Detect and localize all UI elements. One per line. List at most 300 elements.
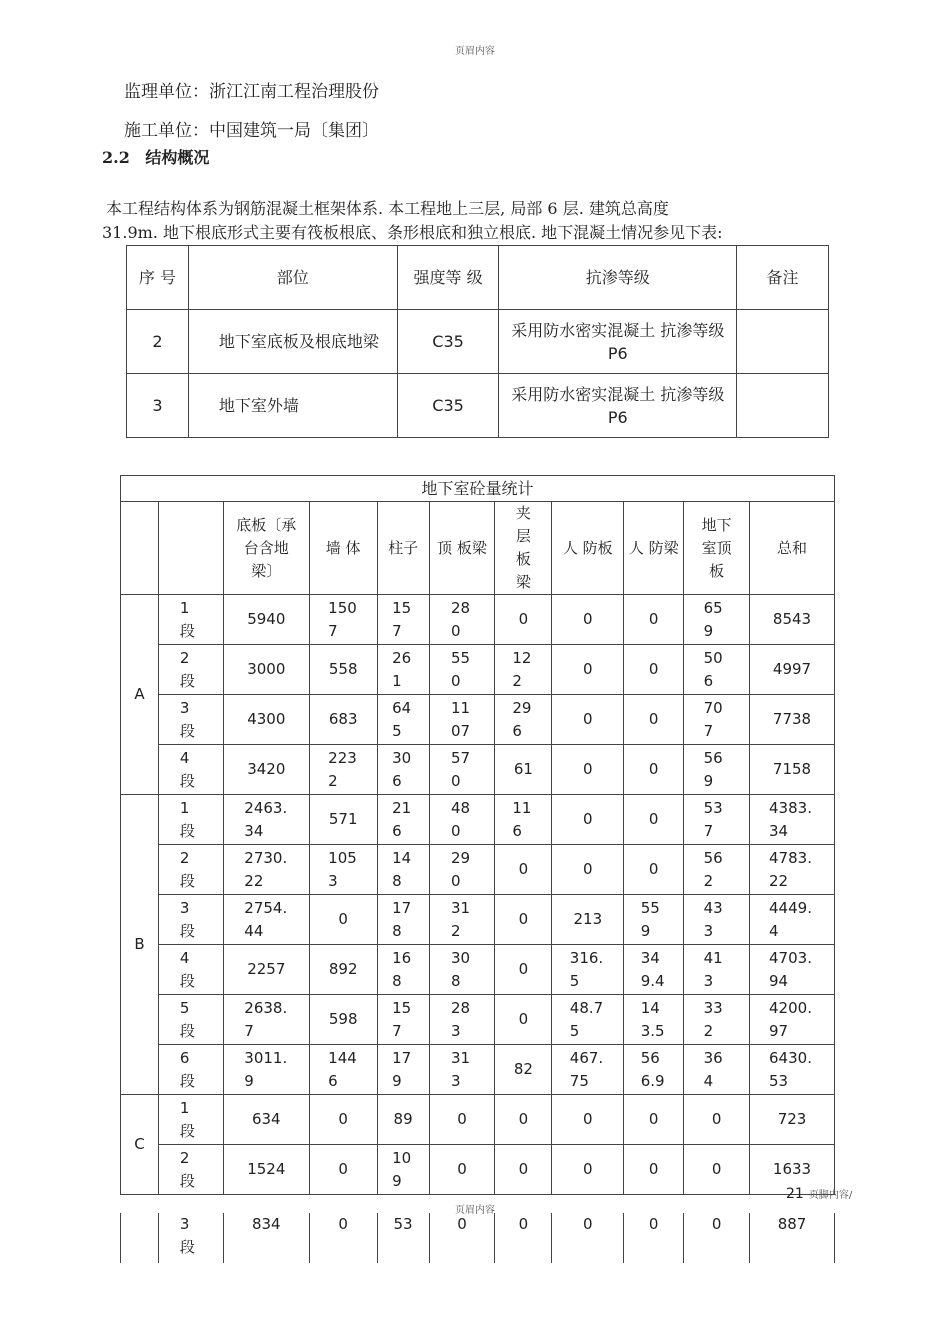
table2-cell-text: 6430.53: [769, 1048, 812, 1090]
table2-cell-text: 1段: [179, 598, 195, 640]
table2-cell: [495, 895, 552, 945]
table2-cell: [429, 645, 495, 695]
table2-cell: [552, 845, 624, 895]
table2-cell-text: 312: [450, 898, 471, 940]
table2-cell-text: 834: [251, 1215, 281, 1233]
table2-cell: [495, 845, 552, 895]
table1-header-cell: 序 号: [127, 246, 189, 310]
table2-cell-text: 157: [392, 998, 412, 1040]
table2-cell-text: 143.5: [640, 998, 665, 1040]
table2-cell-text: 2463.34: [244, 798, 288, 840]
table2-cell-text: 570: [450, 748, 471, 790]
table2-header-text: 底板〔承台含地梁〕: [236, 515, 297, 580]
table2-cell: [429, 695, 495, 745]
table1-cell: 采用防水密实混凝土 抗渗等级 P6: [499, 374, 737, 438]
table2-cell: [624, 695, 684, 745]
table2-cell-text: 0: [518, 610, 529, 628]
table1-header-cell: 抗渗等级: [499, 246, 737, 310]
table2-header-text: 夹层板梁: [515, 504, 531, 591]
table2-cell: [552, 645, 624, 695]
table2-row: [121, 995, 835, 1045]
table2-cell-text: 5段: [179, 998, 195, 1040]
table2-header-text: 地下室顶板: [701, 515, 732, 580]
table2-cell: [495, 795, 552, 845]
supervisor-line: 监理单位：浙江江南工程治理股份: [124, 82, 379, 102]
table2-cell-text: 4383.34: [769, 798, 812, 840]
table2-cell: [429, 795, 495, 845]
table2-cell-text: 116: [512, 798, 532, 840]
table2-cell: [495, 695, 552, 745]
table2-cell-text: 82: [513, 1060, 533, 1078]
table2-cell: [377, 1145, 429, 1195]
table2-cell: [309, 845, 377, 895]
table2-row-continued: [121, 1213, 835, 1263]
table2-cell-text: 157: [392, 598, 412, 640]
table2-cell: [158, 995, 223, 1045]
table2-cell: [377, 595, 429, 645]
table1-cell: [737, 374, 829, 438]
table2-cell-text: 349.4: [640, 948, 665, 990]
table2-cell-text: 313: [450, 1048, 471, 1090]
table2-cell: [684, 945, 750, 995]
table2-cell: [495, 645, 552, 695]
table2-cell: [684, 695, 750, 745]
table2-cell: [309, 1145, 377, 1195]
table2-cell-text: 48.75: [569, 998, 604, 1040]
table2-row: [121, 895, 835, 945]
table2-cell: [750, 995, 835, 1045]
table2-cell: [429, 1045, 495, 1095]
table2-cell: [377, 995, 429, 1045]
table2-cell: [684, 895, 750, 945]
table2-cell-text: 168: [392, 948, 412, 990]
table2-cell-text: 562: [703, 848, 723, 890]
table2-row: [121, 845, 835, 895]
table2-cell-text: 0: [583, 660, 593, 678]
table2-cell: [684, 845, 750, 895]
table2-cell-text: 148: [392, 848, 412, 890]
table2-cell-text: 0: [583, 860, 593, 878]
table2-cell: [223, 1095, 309, 1145]
table2-cell-text: 1633: [772, 1160, 812, 1178]
table2-cell: [309, 795, 377, 845]
table2-cell: [624, 895, 684, 945]
table2-cell: [552, 745, 624, 795]
table2-cell: [750, 745, 835, 795]
table2-cell-text: 213: [573, 910, 603, 928]
table2-cell: [223, 695, 309, 745]
section-title: 结构概况: [145, 148, 210, 167]
table2-cell: [429, 895, 495, 945]
table2-cell: [552, 1145, 624, 1195]
table2-cell-text: 1524: [247, 1160, 286, 1178]
page-header: 页眉内容: [455, 46, 495, 57]
table2-cell-text: 707: [703, 698, 723, 740]
table2-row: [121, 595, 835, 645]
table2-cell-text: 645: [392, 698, 412, 740]
table2-cell: [750, 1213, 835, 1263]
table2-cell-text: 7158: [772, 760, 812, 778]
table2-cell-text: 4997: [772, 660, 812, 678]
next-page-header: 页眉内容: [455, 1205, 495, 1216]
table2-cell-text: 0: [583, 710, 593, 728]
section-number: 2.2: [102, 148, 130, 167]
table2-cell-text: 364: [703, 1048, 723, 1090]
table2-cell: [223, 945, 309, 995]
table2-cell: [158, 1095, 223, 1145]
table2-cell: [684, 595, 750, 645]
table2-cell: [429, 995, 495, 1045]
table2-cell: [223, 845, 309, 895]
table2-row: [121, 745, 835, 795]
table2-cell-text: 0: [518, 1110, 529, 1128]
table2-cell: [309, 745, 377, 795]
table2-cell: [750, 895, 835, 945]
table2-header-cell: [377, 502, 429, 595]
table2-cell-text: 506: [703, 648, 723, 690]
table2-header-cell: [121, 502, 159, 595]
table2-row: [121, 795, 835, 845]
table2-cell: [624, 1045, 684, 1095]
table2-cell-text: 3420: [247, 760, 286, 778]
table2-cell: [158, 695, 223, 745]
table2-cell: [552, 945, 624, 995]
table2-cell: [223, 795, 309, 845]
table2-cell-text: 892: [328, 960, 358, 978]
table2-cell: [309, 695, 377, 745]
table2-cell: [309, 1213, 377, 1263]
table2-cell-text: 3段: [179, 1215, 195, 1256]
table2-cell: [750, 945, 835, 995]
table2-title-row: [121, 476, 835, 502]
table2-cell-text: 0: [583, 810, 593, 828]
table2-cell-text: 4783.22: [769, 848, 812, 890]
table2-cell: [158, 1045, 223, 1095]
table2-cell: [684, 745, 750, 795]
table2-cell: [158, 745, 223, 795]
table2-cell: [750, 845, 835, 895]
table2-cell-text: 261: [392, 648, 412, 690]
table2-cell: [750, 1045, 835, 1095]
table1-row: [127, 310, 829, 374]
table2-cell-text: 413: [703, 948, 723, 990]
table2-cell: [158, 945, 223, 995]
table2-cell: [684, 1213, 750, 1263]
table2-cell: [223, 1213, 309, 1263]
table2-cell: [552, 1095, 624, 1145]
table2-cell-text: 433: [703, 898, 723, 940]
table2-cell: [552, 595, 624, 645]
table2-cell-text: 0: [711, 1215, 722, 1233]
table2-cell-text: 1107: [450, 698, 471, 740]
table2-cell: [552, 895, 624, 945]
table2-header-text: 人 防梁: [628, 538, 679, 557]
table2-cell-text: 1段: [179, 798, 195, 840]
table2-cell: [495, 1095, 552, 1145]
table1-header-cell: 部位: [188, 246, 397, 310]
table2-cell: [624, 1095, 684, 1145]
table1-cell: C35: [397, 374, 499, 438]
table2-cell-text: 598: [328, 1010, 358, 1028]
table2-cell-text: 306: [392, 748, 412, 790]
table2-cell: [552, 995, 624, 1045]
table2-cell: [158, 1145, 223, 1195]
table2-cell: [750, 695, 835, 745]
table2-cell: [377, 845, 429, 895]
table2-cell-text: 569: [703, 748, 723, 790]
table2-cell-text: 0: [711, 1110, 722, 1128]
table2-cell-text: 178: [392, 898, 412, 940]
table2-cell: [223, 895, 309, 945]
concrete-grade-table: [126, 245, 829, 438]
table2-cell: [377, 945, 429, 995]
table2-group-label: A: [121, 595, 159, 795]
table2-row: [121, 1145, 835, 1195]
table2-header-text: 人 防板: [562, 538, 613, 557]
table2-cell-text: 332: [703, 998, 723, 1040]
table1-header-cell: 备注: [737, 246, 829, 310]
table2-cell-text: 0: [583, 1110, 593, 1128]
table2-cell: [684, 795, 750, 845]
table2-cell-text: 683: [328, 710, 358, 728]
table2-header-cell: [552, 502, 624, 595]
table2-header-text: 顶 板梁: [437, 538, 487, 557]
table2-cell: [750, 795, 835, 845]
table2-cell: [552, 1045, 624, 1095]
table2-cell-text: 0: [518, 910, 529, 928]
table2-cell-text: 4200.97: [769, 998, 812, 1040]
table2-cell-text: 0: [518, 1215, 529, 1233]
table2-header-text: 柱子: [388, 538, 419, 557]
table2-cell-text: 122: [512, 648, 532, 690]
paragraph: [102, 197, 842, 245]
table2-cell: [309, 1045, 377, 1095]
table2-cell: [429, 945, 495, 995]
paragraph-line-1: 本工程结构体系为钢筋混凝土框架体系. 本工程地上三层, 局部 6 层. 建筑总高度: [106, 199, 669, 218]
table2-cell: [223, 595, 309, 645]
table2-cell-text: 0: [648, 760, 659, 778]
table2-cell: [309, 945, 377, 995]
table2-cell: [377, 1095, 429, 1145]
table2-cell-text: 2段: [179, 848, 195, 890]
table2-cell-text: 659: [703, 598, 723, 640]
table2-cell-text: 0: [338, 1160, 348, 1178]
table2-header-cell: [624, 502, 684, 595]
table2-cell: [309, 645, 377, 695]
table2-cell: [495, 1045, 552, 1095]
table2-cell-text: 316.5: [569, 948, 604, 990]
table1-cell: [188, 374, 397, 438]
table2-cell-text: 283: [450, 998, 471, 1040]
table2-row: [121, 945, 835, 995]
table2-header-text: 墙 体: [325, 538, 361, 557]
table2-cell: [377, 695, 429, 745]
table2-cell-text: 61: [513, 760, 533, 778]
table2-cell-text: 550: [450, 648, 471, 690]
table2-group-label: C: [121, 1095, 159, 1195]
table2-cell: [750, 595, 835, 645]
table2-header-cell: [429, 502, 495, 595]
table2-cell: [309, 595, 377, 645]
table2-cell: [429, 845, 495, 895]
table2-cell-text: 480: [450, 798, 471, 840]
table2-cell-text: 559: [640, 898, 660, 940]
table2-cell-text: 0: [648, 710, 659, 728]
table2-cell-text: 3000: [247, 660, 286, 678]
table2-cell-text: 566.9: [640, 1048, 665, 1090]
page-number: 21: [786, 1186, 804, 1202]
table2-cell: [624, 645, 684, 695]
table2-cell-text: 0: [648, 1215, 659, 1233]
table2-cell: [429, 1095, 495, 1145]
table2-cell-text: 0: [457, 1110, 467, 1128]
table2-cell-text: 537: [703, 798, 723, 840]
table2-cell-text: 2257: [247, 960, 286, 978]
table2-header-cell: [158, 502, 223, 595]
table2-cell-text: 179: [392, 1048, 412, 1090]
table2-cell-text: 7738: [772, 710, 812, 728]
table2-cell: [495, 995, 552, 1045]
table2-cell-text: 3段: [179, 898, 195, 940]
section-heading: [102, 145, 209, 168]
table2-cell-text: 0: [518, 1010, 529, 1028]
table2-header-cell: [223, 502, 309, 595]
table2-cell: [429, 1213, 495, 1263]
table2-cell: [223, 745, 309, 795]
table2-header-cell: [750, 502, 835, 595]
table2-cell-text: 0: [583, 1215, 593, 1233]
table2-cell-text: 0: [648, 1110, 659, 1128]
table2-row: [121, 1095, 835, 1145]
table2-cell: [223, 995, 309, 1045]
table2-cell-text: 0: [518, 860, 529, 878]
table2-cell-text: 2段: [179, 1148, 195, 1190]
table2-cell: [377, 745, 429, 795]
table2-cell-text: 3011.9: [244, 1048, 288, 1090]
table2-cell-text: 4段: [179, 748, 195, 790]
table2-cell-text: 0: [583, 1160, 593, 1178]
table2-cell: [309, 995, 377, 1045]
table2-cell: [684, 995, 750, 1045]
table2-cell-text: 0: [648, 1160, 659, 1178]
table2-cell-text: 4段: [179, 948, 195, 990]
table2-cell: [750, 1095, 835, 1145]
table2-cell: [624, 595, 684, 645]
table2-cell-text: 308: [450, 948, 471, 990]
table2-cell: [309, 895, 377, 945]
table1-cell: 采用防水密实混凝土 抗渗等级 P6: [499, 310, 737, 374]
table2-row: [121, 645, 835, 695]
table2-cell-text: 0: [518, 960, 529, 978]
footer-text: 页脚内容/: [808, 1190, 853, 1201]
table2-cell: [684, 1045, 750, 1095]
table1-cell: 3: [127, 374, 189, 438]
table2-cell-text: 0: [648, 810, 659, 828]
table2-cell-text: 6段: [179, 1048, 195, 1090]
table2-cell: [377, 1213, 429, 1263]
table2-cell-text: 4449.4: [769, 898, 812, 940]
table2-cell: [158, 1213, 223, 1263]
table2-cell: [377, 795, 429, 845]
table2-cell-text: 0: [338, 910, 348, 928]
table2-cell: [223, 1045, 309, 1095]
table2-cell-text: 280: [450, 598, 471, 640]
basement-concrete-table: [120, 475, 835, 1195]
table2-cell-text: 0: [338, 1110, 348, 1128]
table2-cell-text: 0: [648, 860, 659, 878]
table2-cell: [495, 1145, 552, 1195]
basement-concrete-table-continued: [120, 1213, 835, 1263]
table2-cell-text: 0: [583, 760, 593, 778]
table1-cell: C35: [397, 310, 499, 374]
table2-cell-text: 2段: [179, 648, 195, 690]
table2-group-label: B: [121, 795, 159, 1095]
table2-cell: [684, 1095, 750, 1145]
table2-cell-text: 571: [328, 810, 358, 828]
table2-cell: [624, 745, 684, 795]
table1-cell: [737, 310, 829, 374]
table2-cell: [684, 645, 750, 695]
table2-cell: [495, 595, 552, 645]
table2-cell-text: 0: [648, 610, 659, 628]
table2-cell: [223, 645, 309, 695]
table2-cell-text: 634: [251, 1110, 281, 1128]
table1-row: [127, 374, 829, 438]
table2-cell-text: 558: [328, 660, 358, 678]
table2-cell: [495, 745, 552, 795]
table2-cell: [495, 945, 552, 995]
table2-cell: [158, 595, 223, 645]
table2-cell: [377, 895, 429, 945]
table2-cell: [158, 845, 223, 895]
table2-cell: [377, 1045, 429, 1095]
table1-cell: [188, 310, 397, 374]
table2-cell-text: 4703.94: [769, 948, 812, 990]
table2-cell-text: 2232: [328, 748, 357, 790]
table2-row: [121, 695, 835, 745]
table2-cell-text: 0: [711, 1160, 722, 1178]
table2-cell: [624, 845, 684, 895]
contractor-line: 施工单位：中国建筑一局〔集团〕: [124, 121, 379, 141]
table2-cell-text: 2754.44: [244, 898, 288, 940]
table2-header-text: 总和: [777, 538, 808, 557]
paragraph-line-2: 31.9m. 地下根底形式主要有筏板根底、条形根底和独立根底. 地下混凝土情况参见下表:: [102, 223, 723, 242]
table2-cell-text: 5940: [247, 610, 286, 628]
table2-cell-text: 2730.22: [244, 848, 288, 890]
table2-cell-text: 109: [392, 1148, 412, 1190]
table2-row: [121, 1045, 835, 1095]
table2-cell-text: 1053: [328, 848, 357, 890]
table2-cell: [624, 995, 684, 1045]
table2-cell: [158, 645, 223, 695]
table1-part-text: 地下室底板及根底地梁: [218, 332, 379, 351]
table2-cell-text: 0: [338, 1215, 348, 1233]
table2-cell: [377, 645, 429, 695]
table2-cell-text: 887: [777, 1215, 807, 1233]
table2-cell-text: 1507: [328, 598, 357, 640]
table2-cell-text: 3段: [179, 698, 195, 740]
table2-cell-text: 53: [393, 1215, 413, 1233]
table2-cell-text: 467.75: [569, 1048, 604, 1090]
table2-header-row: [121, 502, 835, 595]
table2-cell: [495, 1213, 552, 1263]
table2-cell: [684, 1145, 750, 1195]
table2-cell: [552, 795, 624, 845]
table2-cell-text: 0: [457, 1160, 467, 1178]
table2-cell-text: 0: [583, 610, 593, 628]
table2-cell: [309, 1095, 377, 1145]
table2-cell: [429, 1145, 495, 1195]
